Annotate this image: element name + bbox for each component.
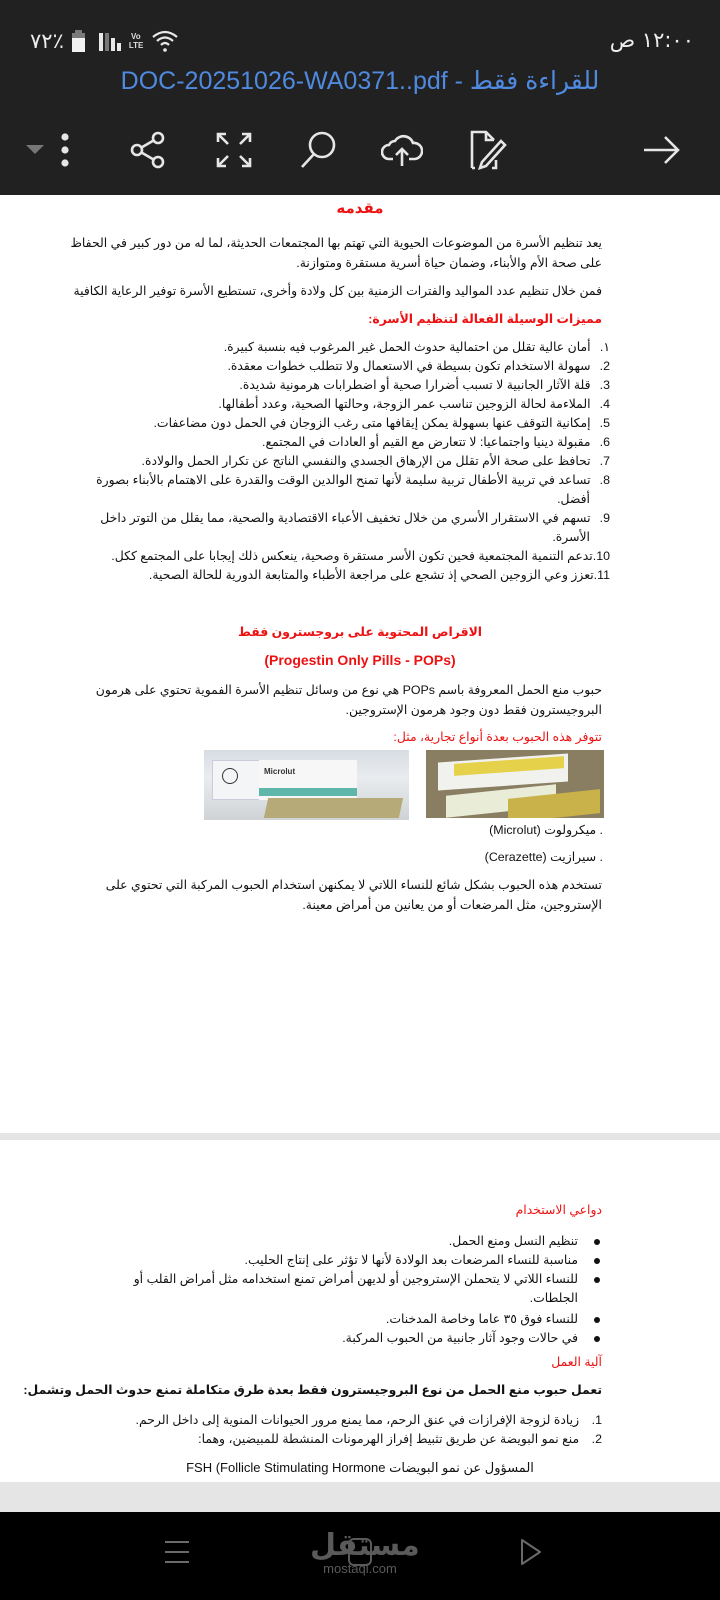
pops-description-line: حبوب منع الحمل المعروفة باسم POPs هي نوع من وسائل تنظيم الأسرة الفموية تحتوي على هرمون — [95, 683, 602, 697]
feature-item: 4. الملاءمة لحالة الزوجين تناسب عمر الزوجة، وحالتها الصحية، وعدد أطفالها. — [218, 397, 610, 411]
share-icon — [129, 130, 167, 170]
pdf-page-1 — [0, 195, 720, 1133]
signal-icon — [99, 31, 121, 51]
document-title: DOC-20251026-WA0371..pdf - للقراءة فقط — [120, 67, 600, 95]
feature-item: 11.تعزز وعي الزوجين الصحي إذ تشجع على مراجعة الأطباء والمتابعة الدورية للحالة الصحية. — [148, 568, 610, 582]
menu-lines-icon — [164, 1539, 190, 1565]
feature-item: 8. تساعد في تربية الأطفال تربية سليمة لأنها تمنح الوالدين الوقت والقدرة على الاهتمام بالأبناء بصورة — [96, 473, 610, 487]
usage-paragraph-line: تستخدم هذه الحبوب بشكل شائع للنساء اللاتي لا يمكنهن استخدام الحبوب المركبة التي تحتوي على — [105, 878, 602, 892]
indication-item: للنساء اللاتي لا يتحملن الإستروجين أو لديهن أمراض تمنع استخدامه مثل أمراض القلب أو — [134, 1270, 600, 1289]
app-header — [0, 0, 720, 195]
indications-heading: دواعي الاستخدام — [515, 1203, 602, 1217]
pdf-page-2 — [0, 1140, 720, 1482]
battery-icon — [72, 30, 85, 52]
wifi-icon — [151, 29, 179, 53]
feature-item: 9. تسهم في الاستقرار الأسري من خلال تخفيف الأعباء الاقتصادية والصحية، مما يقلل من التوتر داخل — [100, 511, 610, 525]
edit-document-button[interactable] — [466, 125, 510, 175]
pops-description-line: البروجيسترون فقط دون وجود هرمون الإستروجين. — [345, 703, 602, 717]
forward-button[interactable] — [640, 125, 684, 175]
fullscreen-button[interactable] — [212, 125, 256, 175]
arrow-right-icon — [643, 135, 681, 165]
intro-paragraph-line: على صحة الأم والأبناء، وضمان حياة أسرية مستقرة ومتوازنة. — [296, 256, 602, 270]
indication-item: في حالات وجود آثار جانبية من الحبوب المركبة. — [342, 1329, 600, 1348]
volte-icon: Vo LTE — [128, 32, 144, 50]
feature-item: 6. مقبولة دينيا واجتماعيا: لا تتعارض مع القيم أو العادات في المجتمع. — [262, 435, 610, 449]
mechanism-heading: آلية العمل — [551, 1355, 602, 1369]
toolbar — [0, 125, 720, 175]
play-triangle-icon — [519, 1537, 543, 1567]
fsh-line: FSH (Follicle Stimulating Hormone المسؤول عن نمو البويضات — [186, 1460, 534, 1475]
status-time: ١٢:٠٠ ص — [609, 28, 694, 52]
intro-heading: مقدمه — [336, 200, 384, 217]
brands-heading: تتوفر هذه الحبوب بعدة أنواع تجارية، مثل: — [393, 730, 602, 744]
brand-cerazette: . سيرازيت (Cerazette) — [484, 850, 603, 864]
usage-paragraph-line: الإستروجين، مثل المرضعات أو من يعانين من أمراض معينة. — [302, 898, 602, 912]
caret-down-icon — [26, 145, 44, 155]
microlut-image: Microlut — [204, 750, 409, 820]
search-icon — [298, 130, 338, 170]
feature-item: ١. أمان عالية تقلل من احتمالية حدوث الحمل غير المرغوب فيه بنسبة كبيرة. — [223, 340, 610, 354]
cerazette-image — [426, 750, 604, 818]
intro-paragraph-line: فمن خلال تنظيم عدد المواليد والفترات الزمنية بين كل ولادة وأخرى، تستطيع الأسرة توفير الرعاية الكافية — [73, 284, 602, 298]
expand-icon — [216, 132, 252, 168]
indication-item-continued: الجلطات. — [529, 1291, 578, 1305]
mechanism-item: 1. زيادة لزوجة الإفرازات في عنق الرحم، مما يمنع مرور الحيوانات المنوية إلى داخل الرحم. — [135, 1413, 602, 1427]
mechanism-item: 2. منع نمو البويضة عن طريق تثبيط إفراز الهرمونات المنشطة للمبيضين، وهما: — [198, 1432, 602, 1446]
back-button[interactable] — [516, 1532, 546, 1572]
feature-item: 10.تدعم التنمية المجتمعية فحين تكون الأسر مستقرة وصحية، ينعكس ذلك إيجابا على المجتمع ككل. — [111, 549, 610, 563]
share-button[interactable] — [126, 125, 170, 175]
mostaql-watermark: مستقل mostaql.com — [310, 1528, 420, 1576]
upload-cloud-button[interactable] — [380, 125, 424, 175]
indication-item: مناسبة للنساء المرضعات بعد الولادة لأنها لا تؤثر على إنتاج الحليب. — [245, 1251, 601, 1270]
recent-apps-button[interactable] — [162, 1532, 192, 1572]
feature-item: 2. سهولة الاستخدام تكون بسيطة في الاستعمال ولا تتطلب خطوات معقدة. — [227, 359, 610, 373]
feature-item: 7. تحافظ على صحة الأم تقلل من الإرهاق الجسدي والنفسي الناتج عن تكرار الحمل والولادة. — [141, 454, 610, 468]
pops-heading-english: (Progestin Only Pills - POPs) — [264, 652, 456, 668]
dropdown-button[interactable] — [24, 125, 46, 175]
indication-item: للنساء فوق ٣٥ عاما وخاصة المدخنات. — [386, 1310, 600, 1329]
pops-heading-arabic: الاقراص المحتوية على بروجسترون فقط — [237, 625, 483, 639]
feature-item: 3. قلة الآثار الجانبية لا تسبب أضرارا صحية أو اضطرابات هرمونية شديدة. — [239, 378, 610, 392]
more-vertical-icon — [60, 132, 70, 168]
status-bar — [0, 26, 720, 58]
search-button[interactable] — [296, 125, 340, 175]
features-heading: مميزات الوسيلة الفعالة لتنظيم الأسرة: — [368, 312, 602, 326]
more-options-button[interactable] — [52, 125, 78, 175]
brand-microlut: . ميكرولوت (Microlut) — [489, 823, 603, 837]
intro-paragraph-line: يعد تنظيم الأسرة من الموضوعات الحيوية التي تهتم بها المجتمعات الحديثة، لما له من دور كبير في الحفاظ — [70, 236, 602, 250]
battery-percent: ٧٢٪ — [30, 29, 64, 53]
edit-document-icon — [468, 130, 508, 170]
status-icons — [30, 26, 179, 56]
indication-item: تنظيم النسل ومنع الحمل. — [449, 1232, 600, 1251]
feature-item: 5. إمكانية التوقف عنها بسهولة يمكن إيقافها متى رغب الزوجان في الحمل دون مضاعفات. — [153, 416, 610, 430]
cloud-upload-icon — [381, 133, 423, 167]
feature-item-continued: الأسرة. — [552, 530, 590, 544]
feature-item-continued: أفضل. — [557, 492, 590, 506]
pdf-viewer[interactable] — [0, 195, 720, 1482]
system-navigation-bar — [0, 1512, 720, 1600]
mechanism-intro: تعمل حبوب منع الحمل من نوع البروجيسترون فقط بعدة طرق متكاملة تمنع حدوث الحمل وتشمل: — [23, 1383, 602, 1397]
